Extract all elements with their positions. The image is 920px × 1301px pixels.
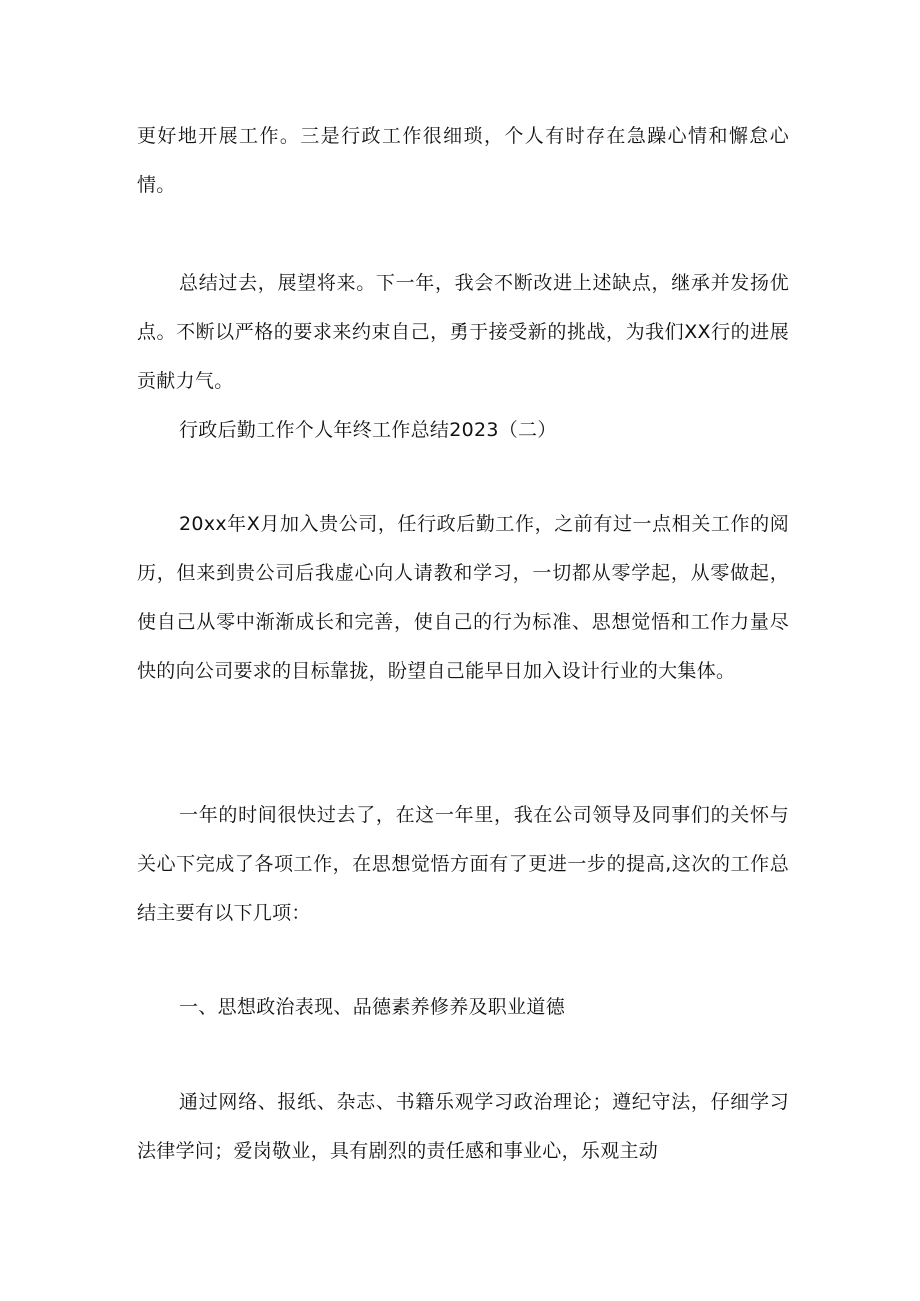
paragraph-year-review: 一年的时间很快过去了，在这一年里，我在公司领导及同事们的关怀与关心下完成了各项工作，在思想觉悟方面有了更进一步的提高,这次的工作总结主要有以下几项： [137, 804, 789, 924]
paragraph-study: 通过网络、报纸、杂志、书籍乐观学习政治理论；遵纪守法，仔细学习法律学问；爱岗敬业，具有剧烈的责任感和事业心，乐观主动 [137, 1091, 789, 1162]
section-title: 行政后勤工作个人年终工作总结2023（二） [179, 419, 557, 441]
paragraph-continuation: 更好地开展工作。三是行政工作很细琐，个人有时存在急躁心情和懈怠心情。 [137, 125, 789, 196]
paragraph-intro: 20xx年X月加入贵公司，任行政后勤工作，之前有过一点相关工作的阅历，但来到贵公司后我虚心向人请教和学习，一切都从零学起，从零做起，使自己从零中渐渐成长和完善，使自己的行为标准、思想觉悟和工作力量尽快的向公司要求的目标靠拢，盼望自己能早日加入设计行业的大集体。 [137, 513, 789, 682]
paragraph-summary: 总结过去，展望将来。下一年，我会不断改进上述缺点，继承并发扬优点。不断以严格的要求来约束自己，勇于接受新的挑战，为我们XX行的进展贡献力气。 [137, 272, 789, 392]
heading-political-performance: 一、思想政治表现、品德素养修养及职业道德 [179, 996, 566, 1018]
